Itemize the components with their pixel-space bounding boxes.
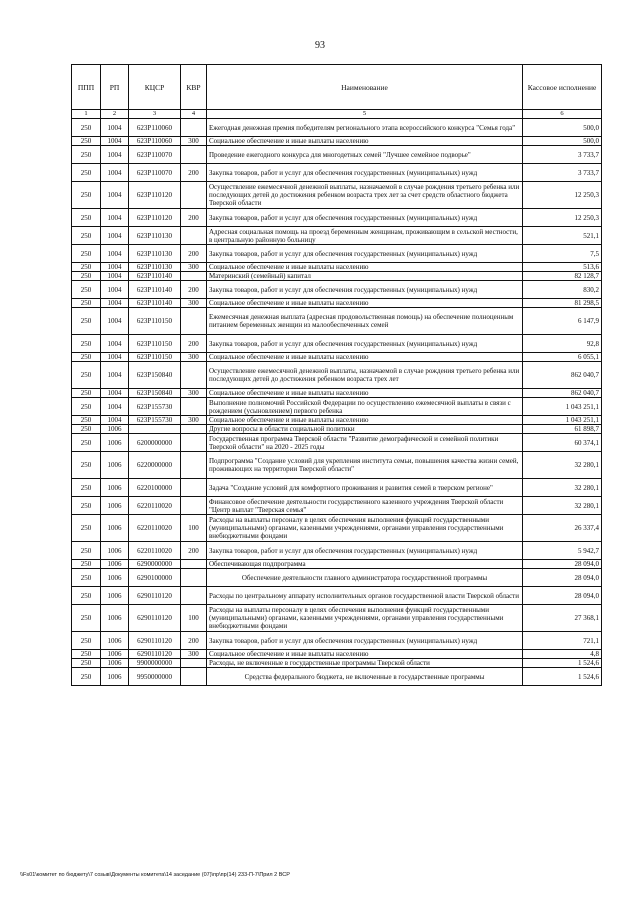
table-row bbox=[72, 560, 602, 569]
table-row bbox=[72, 434, 602, 452]
cell-ppp: 250 bbox=[72, 632, 101, 650]
cell-amount: 862 040,7 bbox=[523, 362, 602, 389]
cell-kvr bbox=[181, 182, 207, 209]
column-number: 6 bbox=[523, 110, 602, 119]
cell-rp: 1006 bbox=[101, 542, 129, 560]
column-number: 2 bbox=[101, 110, 129, 119]
cell-rp: 1004 bbox=[101, 389, 129, 398]
table-row bbox=[72, 659, 602, 668]
cell-amount: 4,8 bbox=[523, 650, 602, 659]
cell-amount: 28 094,0 bbox=[523, 587, 602, 605]
cell-name: Средства федерального бюджета, не включенные в государственные программы bbox=[207, 668, 523, 686]
column-number-row bbox=[72, 110, 602, 119]
cell-amount: 12 250,3 bbox=[523, 209, 602, 227]
cell-name: Другие вопросы в области социальной политики bbox=[207, 425, 523, 434]
cell-ppp: 250 bbox=[72, 497, 101, 515]
cell-rp: 1006 bbox=[101, 497, 129, 515]
header-ppp: ППП bbox=[72, 65, 101, 110]
cell-kcsr: 623Р110070 bbox=[129, 164, 181, 182]
cell-rp: 1004 bbox=[101, 119, 129, 137]
cell-amount: 60 374,1 bbox=[523, 434, 602, 452]
header-name: Наименование bbox=[207, 65, 523, 110]
table-row bbox=[72, 353, 602, 362]
cell-kvr: 300 bbox=[181, 263, 207, 272]
cell-rp: 1004 bbox=[101, 137, 129, 146]
table-row bbox=[72, 362, 602, 389]
table-row bbox=[72, 452, 602, 479]
cell-rp: 1006 bbox=[101, 434, 129, 452]
cell-name: Закупка товаров, работ и услуг для обеспечения государственных (муниципальных) нужд bbox=[207, 542, 523, 560]
cell-kvr bbox=[181, 452, 207, 479]
cell-name: Финансовое обеспечение деятельности государственного казенного учреждения Тверской области "Центр выплат "Тверская семья" bbox=[207, 497, 523, 515]
cell-name: Материнский (семейный) капитал bbox=[207, 272, 523, 281]
table-row bbox=[72, 542, 602, 560]
cell-name: Проведение ежегодного конкурса для многодетных семей "Лучшее семейное подворье" bbox=[207, 146, 523, 164]
cell-ppp: 250 bbox=[72, 209, 101, 227]
cell-kcsr bbox=[129, 425, 181, 434]
cell-kcsr: 623Р110120 bbox=[129, 182, 181, 209]
cell-kcsr: 623Р110070 bbox=[129, 146, 181, 164]
cell-kvr bbox=[181, 119, 207, 137]
table-row bbox=[72, 668, 602, 686]
cell-kvr bbox=[181, 479, 207, 497]
cell-ppp: 250 bbox=[72, 416, 101, 425]
cell-ppp: 250 bbox=[72, 146, 101, 164]
cell-kcsr: 6220110020 bbox=[129, 515, 181, 542]
cell-amount: 82 128,7 bbox=[523, 272, 602, 281]
cell-kcsr: 623Р110130 bbox=[129, 263, 181, 272]
header-kcsr: КЦСР bbox=[129, 65, 181, 110]
cell-name: Адресная социальная помощь на проезд беременным женщинам, проживающим в сельской местности, в центральную районную больницу bbox=[207, 227, 523, 245]
cell-ppp: 250 bbox=[72, 452, 101, 479]
cell-kcsr: 623Р110130 bbox=[129, 227, 181, 245]
cell-name: Социальное обеспечение и иные выплаты населению bbox=[207, 353, 523, 362]
cell-kvr: 300 bbox=[181, 416, 207, 425]
cell-rp: 1004 bbox=[101, 272, 129, 281]
cell-kcsr: 6220000000 bbox=[129, 452, 181, 479]
cell-amount: 6 147,9 bbox=[523, 308, 602, 335]
cell-amount: 5 942,7 bbox=[523, 542, 602, 560]
cell-kvr: 200 bbox=[181, 281, 207, 299]
table-row bbox=[72, 281, 602, 299]
cell-rp: 1006 bbox=[101, 587, 129, 605]
cell-kvr bbox=[181, 587, 207, 605]
cell-name: Ежемесячная денежная выплата (адресная продовольственная помощь) на обеспечение полноценным питанием беременных женщин из малообеспеченных семей bbox=[207, 308, 523, 335]
cell-kvr: 200 bbox=[181, 245, 207, 263]
cell-kvr: 300 bbox=[181, 650, 207, 659]
cell-rp: 1004 bbox=[101, 164, 129, 182]
cell-name: Социальное обеспечение и иные выплаты населению bbox=[207, 650, 523, 659]
cell-ppp: 250 bbox=[72, 164, 101, 182]
cell-rp: 1004 bbox=[101, 209, 129, 227]
column-number: 4 bbox=[181, 110, 207, 119]
cell-amount: 12 250,3 bbox=[523, 182, 602, 209]
cell-amount: 27 368,1 bbox=[523, 605, 602, 632]
cell-name: Ежегодная денежная премия победителям регионального этапа всероссийского конкурса "Семья года" bbox=[207, 119, 523, 137]
cell-kcsr: 623Р110120 bbox=[129, 209, 181, 227]
header-amount: Кассовое исполнение bbox=[523, 65, 602, 110]
table-row bbox=[72, 119, 602, 137]
cell-kvr bbox=[181, 227, 207, 245]
cell-amount: 500,0 bbox=[523, 137, 602, 146]
cell-rp: 1004 bbox=[101, 416, 129, 425]
cell-ppp: 250 bbox=[72, 272, 101, 281]
cell-name: Закупка товаров, работ и услуг для обеспечения государственных (муниципальных) нужд bbox=[207, 335, 523, 353]
table-row bbox=[72, 398, 602, 416]
cell-kvr: 300 bbox=[181, 389, 207, 398]
cell-kvr bbox=[181, 398, 207, 416]
cell-amount: 721,1 bbox=[523, 632, 602, 650]
cell-kcsr: 6290110120 bbox=[129, 587, 181, 605]
cell-ppp: 250 bbox=[72, 605, 101, 632]
cell-rp: 1006 bbox=[101, 425, 129, 434]
cell-ppp: 250 bbox=[72, 353, 101, 362]
cell-kcsr: 623Р110140 bbox=[129, 272, 181, 281]
cell-ppp: 250 bbox=[72, 659, 101, 668]
cell-amount: 1 043 251,1 bbox=[523, 416, 602, 425]
cell-amount: 32 280,1 bbox=[523, 452, 602, 479]
cell-amount: 32 280,1 bbox=[523, 497, 602, 515]
cell-kcsr: 6220110020 bbox=[129, 542, 181, 560]
cell-amount: 1 524,6 bbox=[523, 659, 602, 668]
table-row bbox=[72, 650, 602, 659]
cell-rp: 1006 bbox=[101, 452, 129, 479]
cell-kvr bbox=[181, 560, 207, 569]
cell-kvr: 200 bbox=[181, 542, 207, 560]
cell-ppp: 250 bbox=[72, 389, 101, 398]
cell-kcsr: 623Р110150 bbox=[129, 308, 181, 335]
column-number: 5 bbox=[207, 110, 523, 119]
cell-kvr: 200 bbox=[181, 335, 207, 353]
cell-kvr bbox=[181, 272, 207, 281]
cell-amount: 3 733,7 bbox=[523, 146, 602, 164]
cell-kvr bbox=[181, 425, 207, 434]
cell-kcsr: 623Р110140 bbox=[129, 281, 181, 299]
cell-amount: 513,6 bbox=[523, 263, 602, 272]
header-kvr: КВР bbox=[181, 65, 207, 110]
cell-rp: 1004 bbox=[101, 227, 129, 245]
cell-ppp: 250 bbox=[72, 479, 101, 497]
cell-kvr bbox=[181, 569, 207, 587]
cell-kvr bbox=[181, 659, 207, 668]
cell-rp: 1004 bbox=[101, 362, 129, 389]
table-row bbox=[72, 416, 602, 425]
cell-ppp: 250 bbox=[72, 137, 101, 146]
cell-name: Осуществление ежемесячной денежной выплаты, назначаемой в случае рождения третьего ребенка или последующих детей до достижения ребенком возраста трех лет за счет средств областного бюджета Тверской области bbox=[207, 182, 523, 209]
table-row bbox=[72, 308, 602, 335]
cell-name: Обеспечивающая подпрограмма bbox=[207, 560, 523, 569]
cell-ppp: 250 bbox=[72, 308, 101, 335]
table-row bbox=[72, 389, 602, 398]
cell-name: Закупка товаров, работ и услуг для обеспечения государственных (муниципальных) нужд bbox=[207, 245, 523, 263]
cell-rp: 1004 bbox=[101, 353, 129, 362]
cell-kcsr: 623Р110140 bbox=[129, 299, 181, 308]
cell-ppp: 250 bbox=[72, 398, 101, 416]
table-row bbox=[72, 182, 602, 209]
cell-rp: 1006 bbox=[101, 515, 129, 542]
cell-amount: 28 094,0 bbox=[523, 569, 602, 587]
table-header bbox=[72, 65, 602, 119]
cell-kcsr: 9950000000 bbox=[129, 668, 181, 686]
cell-ppp: 250 bbox=[72, 668, 101, 686]
cell-kcsr: 6290100000 bbox=[129, 569, 181, 587]
cell-name: Закупка товаров, работ и услуг для обеспечения государственных (муниципальных) нужд bbox=[207, 209, 523, 227]
table-row bbox=[72, 245, 602, 263]
cell-ppp: 250 bbox=[72, 425, 101, 434]
cell-rp: 1006 bbox=[101, 479, 129, 497]
table-row bbox=[72, 263, 602, 272]
cell-name: Расходы на выплаты персоналу в целях обеспечения выполнения функций государственными (муниципальными) органами, казенными учреждениями, органами управления государственными внебюджетными фондами bbox=[207, 515, 523, 542]
cell-ppp: 250 bbox=[72, 560, 101, 569]
cell-ppp: 250 bbox=[72, 515, 101, 542]
cell-amount: 500,0 bbox=[523, 119, 602, 137]
table-row bbox=[72, 479, 602, 497]
cell-name: Закупка товаров, работ и услуг для обеспечения государственных (муниципальных) нужд bbox=[207, 632, 523, 650]
cell-rp: 1004 bbox=[101, 281, 129, 299]
cell-name: Социальное обеспечение и иные выплаты населению bbox=[207, 263, 523, 272]
cell-kvr: 200 bbox=[181, 632, 207, 650]
table-row bbox=[72, 497, 602, 515]
cell-name: Подпрограмма "Создание условий для укрепления института семьи, повышения качества жизни семей, проживающих на территории Тверской области" bbox=[207, 452, 523, 479]
cell-kcsr: 9900000000 bbox=[129, 659, 181, 668]
cell-amount: 6 055,1 bbox=[523, 353, 602, 362]
cell-kvr bbox=[181, 362, 207, 389]
cell-kcsr: 623Р110060 bbox=[129, 137, 181, 146]
cell-amount: 1 043 251,1 bbox=[523, 398, 602, 416]
cell-rp: 1004 bbox=[101, 263, 129, 272]
column-number: 1 bbox=[72, 110, 101, 119]
cell-amount: 830,2 bbox=[523, 281, 602, 299]
cell-kcsr: 6200000000 bbox=[129, 434, 181, 452]
cell-kvr bbox=[181, 308, 207, 335]
cell-rp: 1006 bbox=[101, 569, 129, 587]
cell-ppp: 250 bbox=[72, 182, 101, 209]
cell-rp: 1006 bbox=[101, 659, 129, 668]
cell-amount: 3 733,7 bbox=[523, 164, 602, 182]
cell-rp: 1004 bbox=[101, 146, 129, 164]
footer-file-path: \\Fs01\комитет по бюджету\7 созыв\Документы комитета\14 заседание (07)\пр\пр(14) 233-П-7\Прил 2 ВСР bbox=[20, 872, 290, 878]
table-row bbox=[72, 335, 602, 353]
cell-ppp: 250 bbox=[72, 281, 101, 299]
cell-name: Государственная программа Тверской области "Развитие демографической и семейной политики Тверской области" на 2020 - 2025 годы bbox=[207, 434, 523, 452]
cell-kcsr: 6290110120 bbox=[129, 650, 181, 659]
cell-kvr bbox=[181, 668, 207, 686]
cell-rp: 1006 bbox=[101, 560, 129, 569]
cell-kvr bbox=[181, 146, 207, 164]
cell-kvr: 200 bbox=[181, 209, 207, 227]
table-row bbox=[72, 515, 602, 542]
cell-kvr: 300 bbox=[181, 137, 207, 146]
budget-table bbox=[71, 64, 602, 686]
cell-kcsr: 623Р150840 bbox=[129, 362, 181, 389]
cell-kcsr: 6290110120 bbox=[129, 605, 181, 632]
cell-name: Социальное обеспечение и иные выплаты населению bbox=[207, 416, 523, 425]
cell-kvr bbox=[181, 434, 207, 452]
cell-rp: 1006 bbox=[101, 632, 129, 650]
cell-amount: 26 337,4 bbox=[523, 515, 602, 542]
cell-rp: 1004 bbox=[101, 299, 129, 308]
cell-ppp: 250 bbox=[72, 119, 101, 137]
cell-ppp: 250 bbox=[72, 263, 101, 272]
cell-kcsr: 623Р155730 bbox=[129, 398, 181, 416]
cell-rp: 1004 bbox=[101, 308, 129, 335]
table-row bbox=[72, 146, 602, 164]
cell-name: Социальное обеспечение и иные выплаты населению bbox=[207, 389, 523, 398]
cell-name: Закупка товаров, работ и услуг для обеспечения государственных (муниципальных) нужд bbox=[207, 164, 523, 182]
cell-ppp: 250 bbox=[72, 245, 101, 263]
cell-kcsr: 623Р110150 bbox=[129, 335, 181, 353]
cell-name: Расходы по центральному аппарату исполнительных органов государственной власти Тверской области bbox=[207, 587, 523, 605]
cell-amount: 1 524,6 bbox=[523, 668, 602, 686]
cell-rp: 1004 bbox=[101, 335, 129, 353]
cell-kvr bbox=[181, 497, 207, 515]
cell-kcsr: 623Р110130 bbox=[129, 245, 181, 263]
cell-amount: 862 040,7 bbox=[523, 389, 602, 398]
cell-kvr: 300 bbox=[181, 299, 207, 308]
cell-amount: 61 898,7 bbox=[523, 425, 602, 434]
cell-ppp: 250 bbox=[72, 335, 101, 353]
table-row bbox=[72, 137, 602, 146]
cell-kcsr: 623Р155730 bbox=[129, 416, 181, 425]
cell-name: Задача "Создание условий для комфортного проживания и развития семей в тверском регионе" bbox=[207, 479, 523, 497]
cell-rp: 1004 bbox=[101, 182, 129, 209]
table-row bbox=[72, 209, 602, 227]
cell-kvr: 100 bbox=[181, 605, 207, 632]
table-body bbox=[72, 119, 602, 686]
cell-rp: 1006 bbox=[101, 605, 129, 632]
cell-name: Обеспечение деятельности главного администратора государственной программы bbox=[207, 569, 523, 587]
cell-name: Осуществление ежемесячной денежной выплаты, назначаемой в случае рождения третьего ребенка или последующих детей до достижения ребенком возраста трех лет bbox=[207, 362, 523, 389]
cell-ppp: 250 bbox=[72, 227, 101, 245]
cell-kvr: 100 bbox=[181, 515, 207, 542]
cell-ppp: 250 bbox=[72, 569, 101, 587]
cell-rp: 1006 bbox=[101, 650, 129, 659]
cell-amount: 7,5 bbox=[523, 245, 602, 263]
cell-rp: 1004 bbox=[101, 398, 129, 416]
table-row bbox=[72, 425, 602, 434]
cell-ppp: 250 bbox=[72, 434, 101, 452]
cell-name: Выполнение полномочий Российской Федерации по осуществлению ежемесячной выплаты в связи с рождением (усыновлением) первого ребенка bbox=[207, 398, 523, 416]
cell-kcsr: 6220100000 bbox=[129, 479, 181, 497]
cell-kcsr: 623Р110150 bbox=[129, 353, 181, 362]
cell-name: Расходы, не включенные в государственные программы Тверской области bbox=[207, 659, 523, 668]
cell-amount: 521,1 bbox=[523, 227, 602, 245]
table-row bbox=[72, 227, 602, 245]
cell-name: Социальное обеспечение и иные выплаты населению bbox=[207, 137, 523, 146]
cell-rp: 1006 bbox=[101, 668, 129, 686]
cell-rp: 1004 bbox=[101, 245, 129, 263]
table-row bbox=[72, 569, 602, 587]
cell-kvr: 300 bbox=[181, 353, 207, 362]
table-row bbox=[72, 605, 602, 632]
cell-amount: 92,8 bbox=[523, 335, 602, 353]
cell-ppp: 250 bbox=[72, 542, 101, 560]
cell-ppp: 250 bbox=[72, 650, 101, 659]
table-row bbox=[72, 164, 602, 182]
cell-ppp: 250 bbox=[72, 362, 101, 389]
page-number: 93 bbox=[315, 40, 325, 51]
cell-amount: 81 298,5 bbox=[523, 299, 602, 308]
cell-kvr: 200 bbox=[181, 164, 207, 182]
cell-name: Социальное обеспечение и иные выплаты населению bbox=[207, 299, 523, 308]
cell-amount: 32 280,1 bbox=[523, 479, 602, 497]
cell-kcsr: 6290110120 bbox=[129, 632, 181, 650]
table-row bbox=[72, 632, 602, 650]
cell-ppp: 250 bbox=[72, 587, 101, 605]
column-number: 3 bbox=[129, 110, 181, 119]
header-rp: РП bbox=[101, 65, 129, 110]
table-row bbox=[72, 299, 602, 308]
table-row bbox=[72, 587, 602, 605]
cell-kcsr: 6220110020 bbox=[129, 497, 181, 515]
cell-kcsr: 623Р150840 bbox=[129, 389, 181, 398]
cell-name: Закупка товаров, работ и услуг для обеспечения государственных (муниципальных) нужд bbox=[207, 281, 523, 299]
cell-kcsr: 623Р110060 bbox=[129, 119, 181, 137]
table-row bbox=[72, 272, 602, 281]
cell-kcsr: 6290000000 bbox=[129, 560, 181, 569]
cell-name: Расходы на выплаты персоналу в целях обеспечения выполнения функций государственными (муниципальными) органами, казенными учреждениями, органами управления государственными внебюджетными фондами bbox=[207, 605, 523, 632]
cell-amount: 28 094,0 bbox=[523, 560, 602, 569]
cell-ppp: 250 bbox=[72, 299, 101, 308]
